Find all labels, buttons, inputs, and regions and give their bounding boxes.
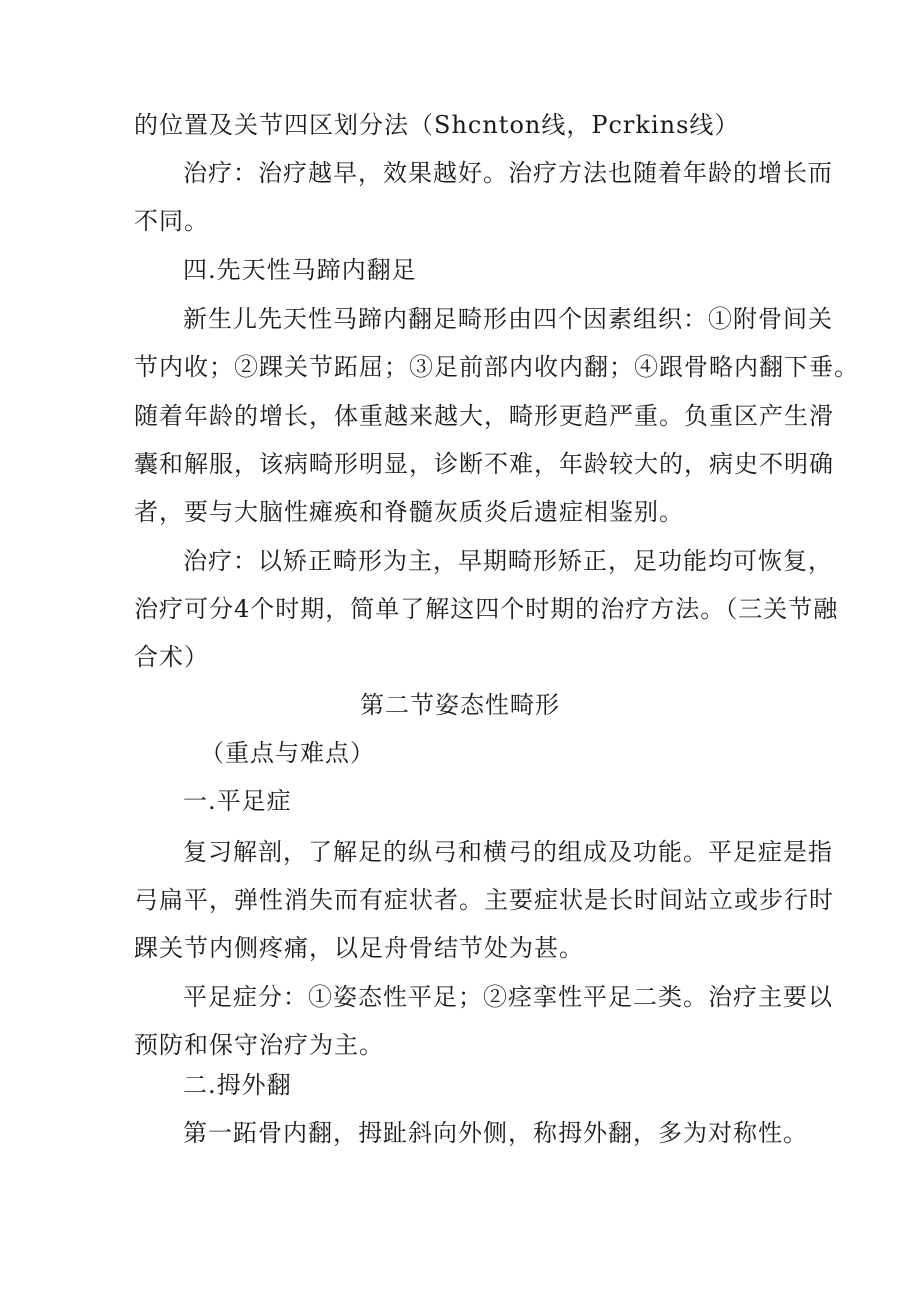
text-line: 治疗：治疗越早，效果越好。治疗方法也随着年龄的增长而 [183, 159, 833, 187]
text-line: 踝关节内侧疼痛，以足舟骨结节处为甚。 [134, 934, 584, 962]
text-line: 治疗可分4个时期，简单了解这四个时期的治疗方法。（三关节融 [134, 595, 839, 623]
text-line: 随着年龄的增长，体重越来越大，畸形更趋严重。负重区产生滑 [134, 402, 834, 430]
text-line: 平足症分：①姿态性平足；②痉挛性平足二类。治疗主要以 [183, 983, 833, 1011]
sub-heading: （重点与难点） [200, 739, 375, 767]
text-line: 的位置及关节四区划分法（Shcnton线，Pcrkins线） [134, 111, 740, 139]
text-line: 不同。 [134, 207, 209, 235]
text-line: 第一跖骨内翻，拇趾斜向外侧，称拇外翻，多为对称性。 [183, 1119, 808, 1147]
text-line: 弓扁平，弹性消失而有症状者。主要症状是长时间站立或步行时 [134, 886, 834, 914]
text-line: 节内收；②踝关节跖屈；③足前部内收内翻；④跟骨略内翻下垂。 [134, 353, 859, 381]
text-line: 囊和解服，该病畸形明显，诊断不难，年龄较大的，病史不明确 [134, 450, 834, 478]
section-heading: 一.平足症 [183, 787, 292, 815]
text-line: 新生儿先天性马蹄内翻足畸形由四个因素组织：①附骨间关 [183, 305, 833, 333]
section-heading: 二.拇外翻 [183, 1071, 292, 1099]
text-line: 治疗：以矫正畸形为主，早期畸形矫正，足功能均可恢复， [183, 547, 833, 575]
chapter-title: 第二节姿态性畸形 [360, 691, 560, 719]
text-line: 合术） [134, 643, 209, 671]
text-line: 者，要与大脑性瘫痪和脊髓灰质炎后遗症相鉴别。 [134, 498, 684, 526]
text-line: 预防和保守治疗为主。 [134, 1031, 384, 1059]
section-heading: 四.先天性马蹄内翻足 [183, 256, 417, 284]
text-line: 复习解剖，了解足的纵弓和横弓的组成及功能。平足症是指 [183, 838, 833, 866]
